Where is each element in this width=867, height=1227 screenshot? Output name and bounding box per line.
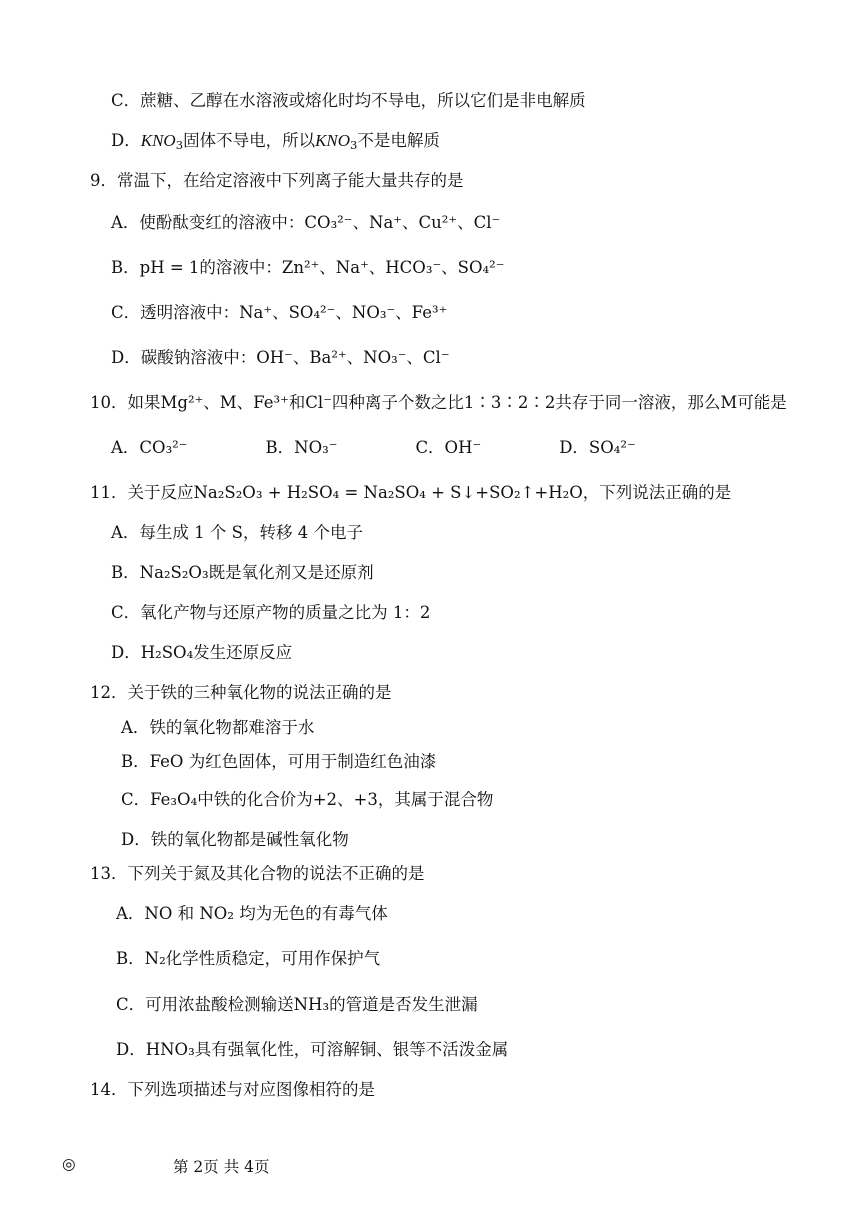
formula-kno3: KNO	[315, 131, 351, 150]
option-10d: D．SO₄²⁻	[559, 438, 636, 457]
option-13a: A．NO 和 NO₂ 均为无色的有毒气体	[116, 904, 388, 923]
option-11b: B．Na₂S₂O₃既是氧化剂又是还原剂	[111, 563, 374, 582]
formula-kno3: KNO	[140, 131, 176, 150]
footer-symbol: ◎	[62, 1155, 76, 1173]
option-11d: D．H₂SO₄发生还原反应	[111, 643, 293, 662]
question-11: 11．关于反应Na₂S₂O₃ + H₂SO₄ = Na₂SO₄ + S↓+SO₂↑+H₂O，下列说法正确的是	[90, 483, 732, 502]
option-11c: C．氧化产物与还原产物的质量之比为 1：2	[111, 603, 431, 622]
option-12a: A．铁的氧化物都难溶于水	[121, 718, 315, 737]
option-10c: C．OH⁻	[415, 438, 482, 457]
option-12c: C．Fe₃O₄中铁的化合价为+2、+3，其属于混合物	[121, 790, 494, 809]
option-13c: C．可用浓盐酸检测输送NH₃的管道是否发生泄漏	[116, 995, 478, 1014]
option-text: 固体不导电，所以	[183, 131, 316, 150]
subscript: 3	[175, 138, 184, 152]
question-10: 10．如果Mg²⁺、M、Fe³⁺和Cl⁻四种离子个数之比1∶3∶2∶2共存于同一溶液，那么M可能是	[90, 393, 787, 412]
question-9: 9．常温下，在给定溶液中下列离子能大量共存的是	[90, 171, 464, 190]
option-10a: A．CO₃²⁻	[111, 438, 188, 457]
option-text: 不是电解质	[357, 131, 440, 150]
option-12d: D．铁的氧化物都是碱性氧化物	[121, 830, 349, 849]
subscript: 3	[350, 138, 358, 152]
question-13: 13．下列关于氮及其化合物的说法不正确的是	[90, 864, 425, 883]
option-9c: C．透明溶液中：Na⁺、SO₄²⁻、NO₃⁻、Fe³⁺	[111, 303, 448, 322]
option-8c: C．蔗糖、乙醇在水溶液或熔化时均不导电，所以它们是非电解质	[111, 91, 586, 110]
option-label: D．	[111, 131, 141, 150]
page-number: 第 2页 共 4页	[173, 1158, 270, 1176]
options-10	[111, 436, 636, 460]
option-8d	[111, 129, 440, 157]
option-12b: B．FeO 为红色固体，可用于制造红色油漆	[121, 752, 437, 771]
option-9a: A．使酚酞变红的溶液中：CO₃²⁻、Na⁺、Cu²⁺、Cl⁻	[111, 213, 501, 232]
option-9b: B．pH = 1的溶液中：Zn²⁺、Na⁺、HCO₃⁻、SO₄²⁻	[111, 258, 505, 277]
option-11a: A．每生成 1 个 S，转移 4 个电子	[111, 523, 363, 542]
option-9d: D．碳酸钠溶液中：OH⁻、Ba²⁺、NO₃⁻、Cl⁻	[111, 348, 450, 367]
option-10b: B．NO₃⁻	[265, 438, 338, 457]
option-13d: D．HNO₃具有强氧化性，可溶解铜、银等不活泼金属	[116, 1040, 509, 1059]
question-14: 14．下列选项描述与对应图像相符的是	[90, 1080, 375, 1099]
question-12: 12．关于铁的三种氧化物的说法正确的是	[90, 683, 392, 702]
option-13b: B．N₂化学性质稳定，可用作保护气	[116, 949, 381, 968]
